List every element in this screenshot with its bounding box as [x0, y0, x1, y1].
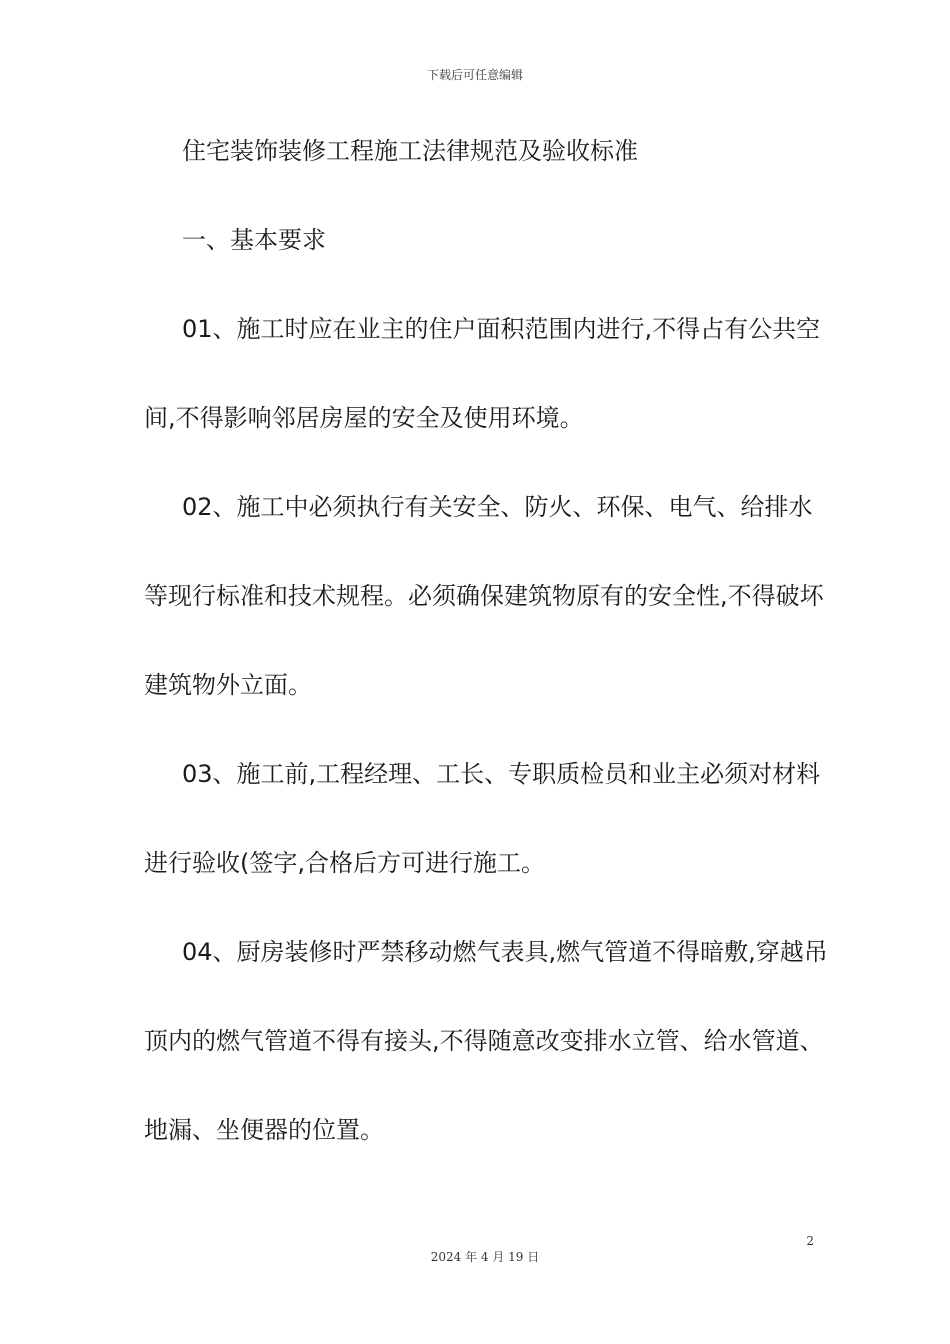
document-body: [144, 130, 828, 1198]
document-title: 住宅装饰装修工程施工法律规范及验收标准: [182, 137, 638, 165]
paragraph-line: 进行验收(签字,合格后方可进行施工。: [144, 849, 545, 877]
paragraph-line: 02、施工中必须执行有关安全、防火、环保、电气、给排水: [182, 493, 813, 521]
paragraph-line: 01、施工时应在业主的住户面积范围内进行,不得占有公共空: [182, 315, 821, 343]
header-note: 下载后可任意编辑: [426, 68, 523, 82]
paragraph-line: 等现行标准和技术规程。必须确保建筑物原有的安全性,不得破坏: [144, 582, 824, 610]
page-number: 2: [806, 1234, 814, 1248]
paragraph-line: 建筑物外立面。: [144, 671, 312, 699]
paragraph-line: 地漏、坐便器的位置。: [144, 1116, 384, 1144]
section-heading: 一、基本要求: [182, 226, 326, 254]
paragraph-line: 04、厨房装修时严禁移动燃气表具,燃气管道不得暗敷,穿越吊: [182, 938, 828, 966]
footer-date: 2024 年 4 月 19 日: [430, 1250, 540, 1264]
paragraph-line: 03、施工前,工程经理、工长、专职质检员和业主必须对材料: [182, 760, 821, 788]
paragraph-line: 间,不得影响邻居房屋的安全及使用环境。: [144, 404, 584, 432]
paragraph-line: 顶内的燃气管道不得有接头,不得随意改变排水立管、给水管道、: [144, 1027, 824, 1055]
